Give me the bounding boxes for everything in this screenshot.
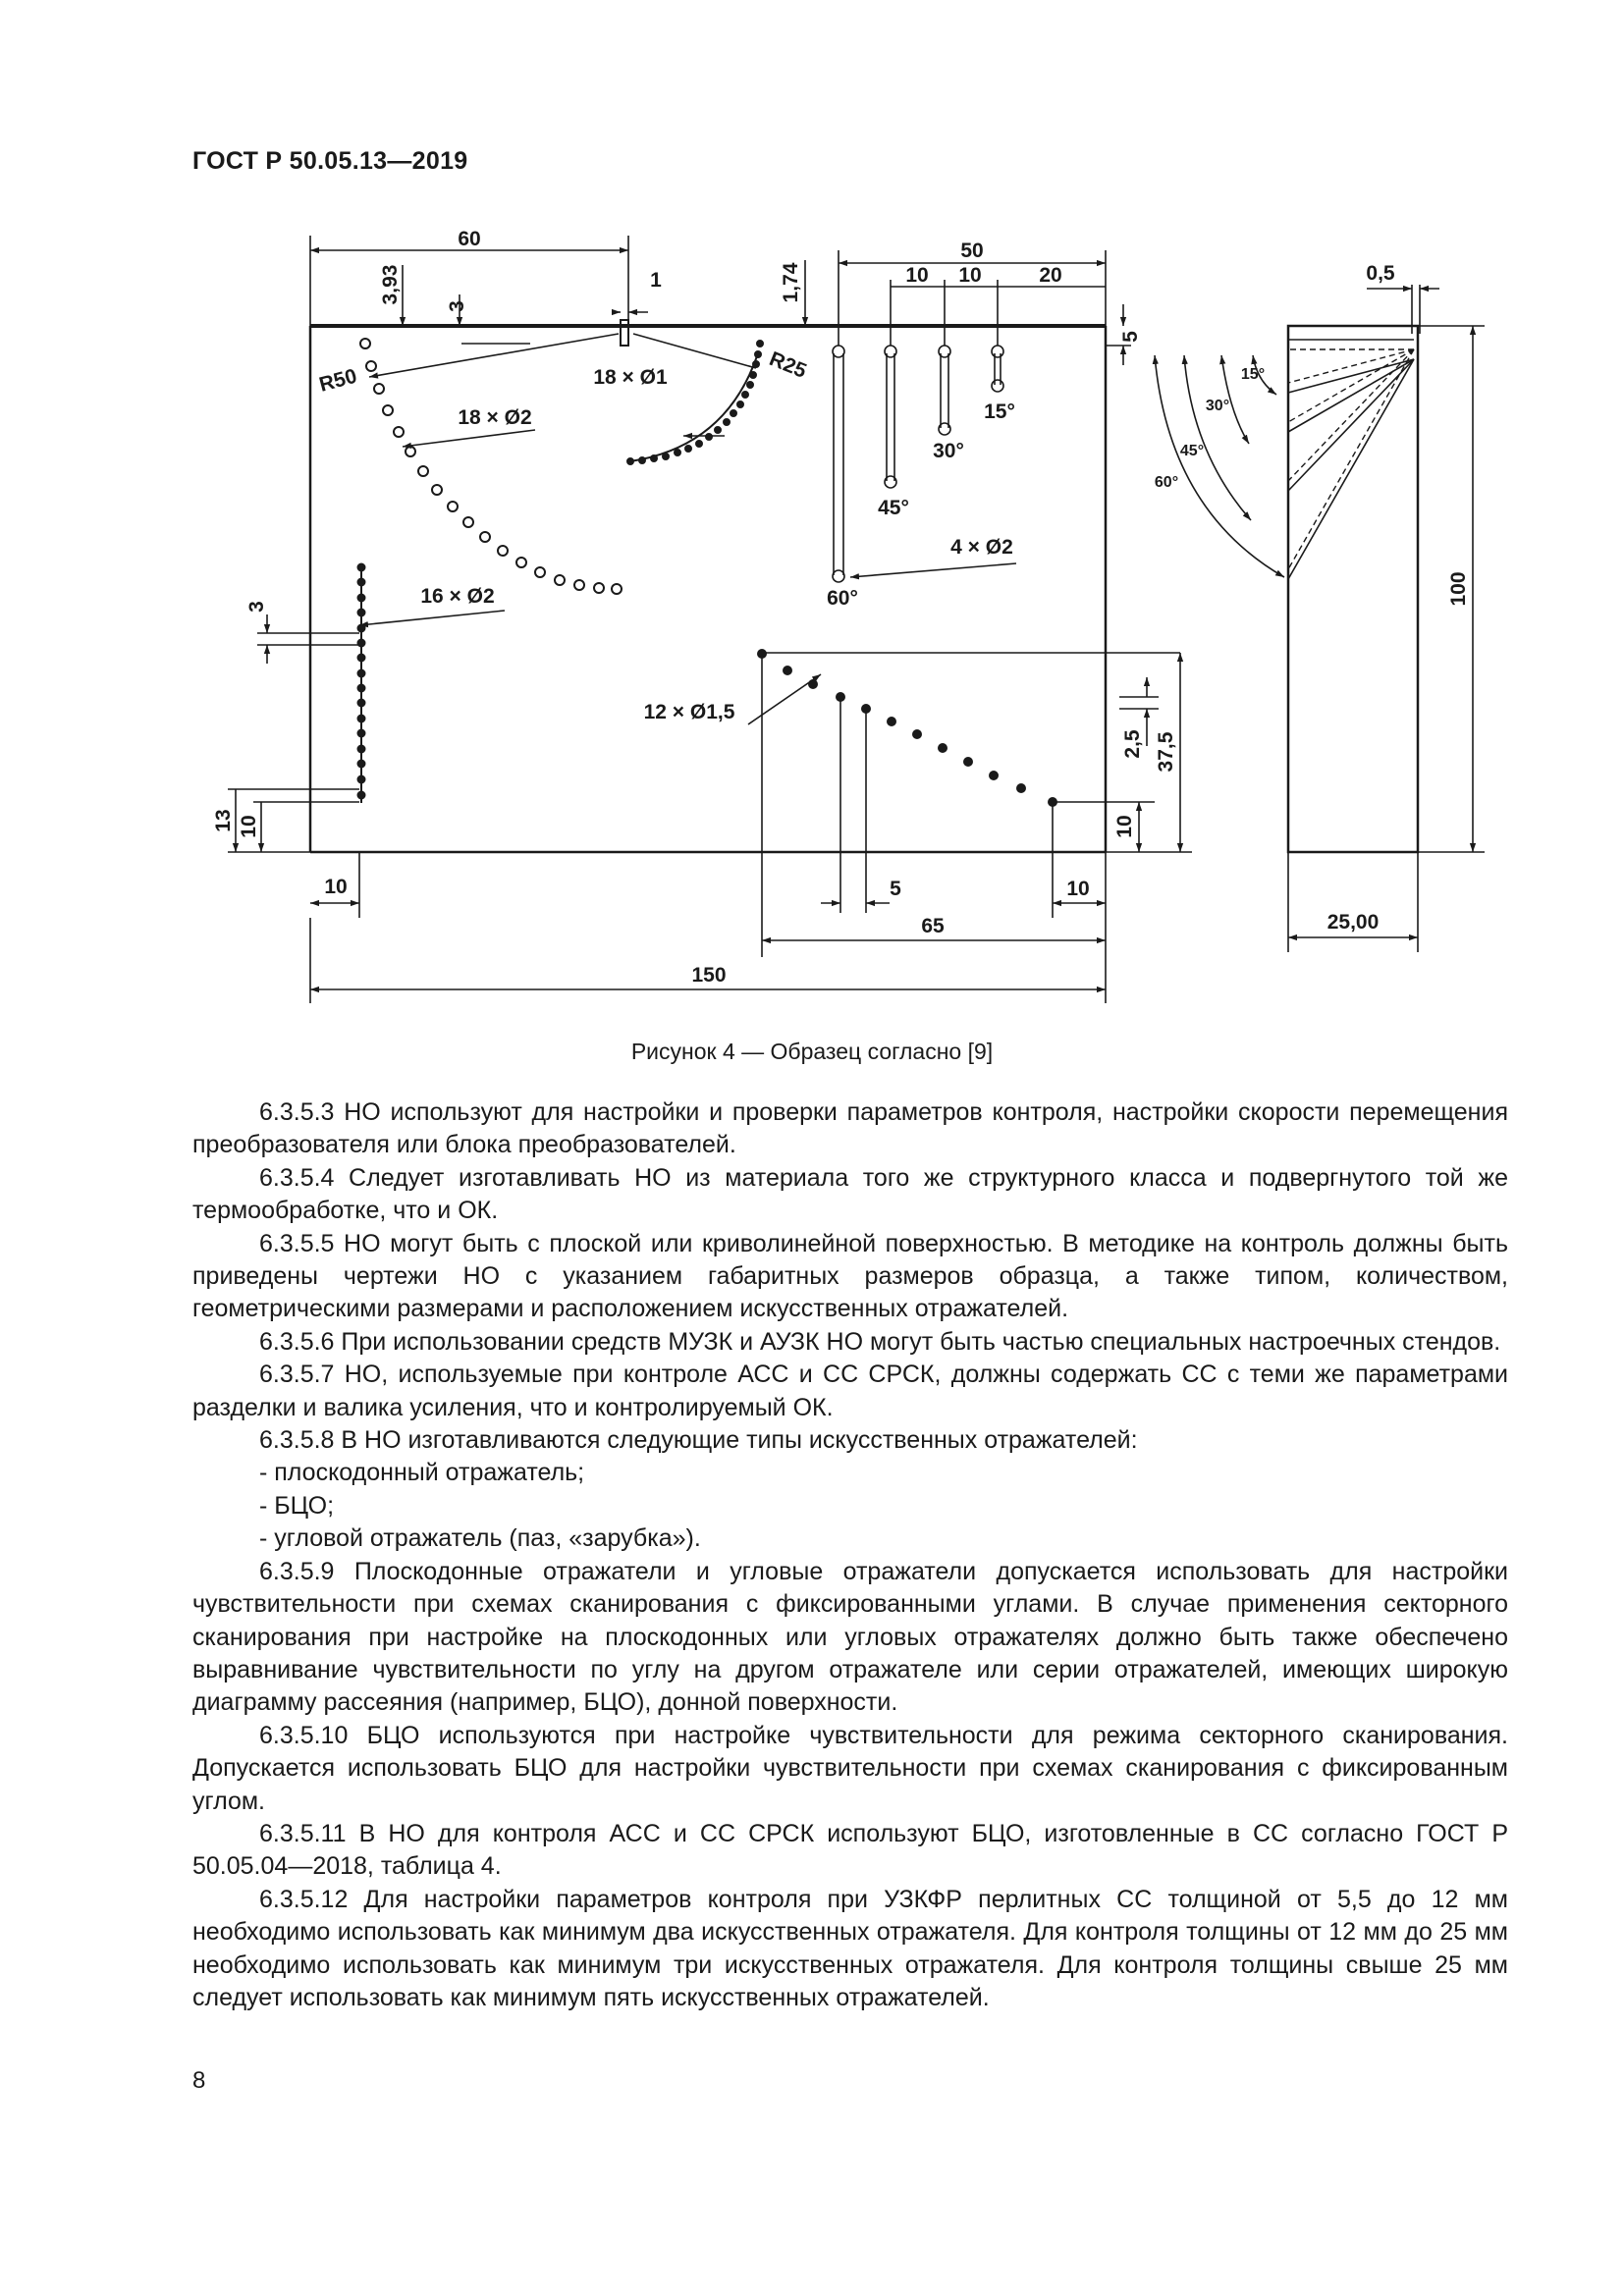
label-dim-174: 1,74 xyxy=(780,262,802,303)
label-dim-10-bottom-right: 10 xyxy=(1066,878,1090,900)
paragraph-6-3-5-12: 6.3.5.12 Для настройки параметров контроля при УЗКФР перлитных СС толщиной от 5,5 до 12 мм необходимо использовать как минимум два искусственных отражателя. Для контроля толщины от 12 мм до 25 мм необходимо использовать как минимум три искусственных отражателя. Для контроля толщины свыше 25 мм следует использовать как минимум пять искусственных отражателей. xyxy=(192,1885,1508,2011)
label-dim-25: 2,5 xyxy=(1121,729,1144,759)
label-side-15: 15° xyxy=(1240,366,1266,383)
label-dim-50: 50 xyxy=(960,240,984,262)
label-ang-15: 15° xyxy=(984,400,1015,423)
label-side-45: 45° xyxy=(1179,443,1205,459)
paragraph-6-3-5-8: 6.3.5.8 В НО изготавливаются следующие типы искусственных отражателей: xyxy=(259,1426,1138,1455)
paragraph-6-3-5-9: 6.3.5.9 Плоскодонные отражатели и угловые отражатели допускается использовать для настройки чувствительности при схемах сканирования с фиксированными углами. В случае применения секторного сканирования при настройке на плоскодонных или угловых отражателях должно быть также обеспечено выравнивание чувствительности по углу на другом отражателе или серии отражателей, имеющих широкую диаграмму рассеяния (например, БЦО), донной поверхности. xyxy=(192,1557,1508,1717)
side-view xyxy=(1155,285,1485,952)
label-dim-150: 150 xyxy=(691,964,727,987)
label-dim-13: 13 xyxy=(212,809,235,832)
label-side-100: 100 xyxy=(1447,571,1470,607)
label-dim-3-left: 3 xyxy=(245,601,268,613)
label-dim-10a: 10 xyxy=(905,264,929,287)
label-dim-3-top: 3 xyxy=(446,300,468,312)
paragraph-6-3-5-3: 6.3.5.3 НО используют для настройки и проверки параметров контроля, настройки скорости перемещения преобразователя или блока преобразователей. xyxy=(192,1098,1508,1159)
hole-column-16x2 xyxy=(358,563,365,803)
label-dim-10-right-v: 10 xyxy=(1113,815,1136,838)
label-r50: R50 xyxy=(316,364,359,397)
label-holes-4x2: 4 × Ø2 xyxy=(950,536,1013,559)
paragraph-6-3-5-7: 6.3.5.7 НО, используемые при контроле АСС и СС СРСК, должны содержать СС с теми же параметрами разделки и валика усиления, что и контролируемый ОК. xyxy=(192,1361,1508,1421)
hole-arc-18x2 xyxy=(360,339,622,594)
label-dim-1: 1 xyxy=(650,269,662,292)
page-number: 8 xyxy=(192,2067,206,2094)
paragraph-6-3-5-5: 6.3.5.5 НО могут быть с плоской или криволинейной поверхностью. В методике на контроль должны быть приведены чертежи НО с указанием габаритных размеров образца, а также типом, количеством, геометрическими размерами и расположением искусственных отражателей. xyxy=(192,1229,1508,1323)
label-side-60: 60° xyxy=(1154,474,1179,491)
label-holes-16x2: 16 × Ø2 xyxy=(420,585,495,608)
label-holes-12x15: 12 × Ø1,5 xyxy=(643,701,735,723)
list-item-bco: - БЦО; xyxy=(259,1491,335,1520)
figure-caption: Рисунок 4 — Образец согласно [9] xyxy=(630,1039,994,1064)
label-side-2500: 25,00 xyxy=(1326,911,1380,934)
label-dim-10-left-v: 10 xyxy=(238,815,260,838)
label-side-30: 30° xyxy=(1205,398,1230,414)
dimension-lines xyxy=(228,236,1192,1003)
paragraph-6-3-5-10: 6.3.5.10 БЦО используются при настройке чувствительности для режима секторного сканирования. Допускается использовать БЦО для настройки чувствительности при схемах сканирования с фиксированным углом. xyxy=(192,1721,1508,1815)
label-ang-45: 45° xyxy=(878,497,909,519)
list-item-flat-bottom: - плоскодонный отражатель; xyxy=(259,1459,585,1487)
label-dim-20: 20 xyxy=(1039,264,1062,287)
label-holes-18x1: 18 × Ø1 xyxy=(593,366,668,389)
label-dim-393: 3,93 xyxy=(379,264,402,305)
specimen-drawing xyxy=(0,196,1624,1041)
label-ang-30: 30° xyxy=(933,440,964,462)
label-dim-5-right: 5 xyxy=(1119,331,1142,343)
side-angle-labels xyxy=(1155,366,1265,491)
paragraph-6-3-5-6: 6.3.5.6 При использовании средств МУЗК и АУЗК НО могут быть частью специальных настроечных стендов. xyxy=(259,1327,1501,1356)
paragraph-6-3-5-4: 6.3.5.4 Следует изготавливать НО из материала того же структурного класса и подвергнутого той же термообработке, что и ОК. xyxy=(192,1163,1508,1225)
label-dim-60: 60 xyxy=(458,228,481,250)
label-dim-10-bottom-left: 10 xyxy=(324,876,348,898)
body-text xyxy=(192,1096,1508,2014)
document-code-header: ГОСТ Р 50.05.13—2019 xyxy=(192,147,468,175)
label-dim-10b: 10 xyxy=(958,264,982,287)
paragraph-6-3-5-11: 6.3.5.11 В НО для контроля АСС и СС СРСК используют БЦО, изготовленные в СС согласно ГОСТ Р 50.05.04—2018, таблица 4. xyxy=(192,1819,1508,1881)
label-dim-375: 37,5 xyxy=(1155,731,1177,773)
label-ang-60: 60° xyxy=(827,587,858,610)
label-r25: R25 xyxy=(766,347,810,383)
figure-technical-drawing xyxy=(0,196,1624,1041)
label-holes-18x2: 18 × Ø2 xyxy=(458,406,532,429)
hole-series-12x1-5 xyxy=(757,649,1057,807)
hole-arc-18x1 xyxy=(627,341,763,464)
label-side-05: 0,5 xyxy=(1366,262,1395,285)
list-item-corner: - угловой отражатель (паз, «зарубка»). xyxy=(259,1524,701,1553)
label-dim-5-bottom: 5 xyxy=(890,878,901,900)
label-dim-65: 65 xyxy=(921,915,945,937)
